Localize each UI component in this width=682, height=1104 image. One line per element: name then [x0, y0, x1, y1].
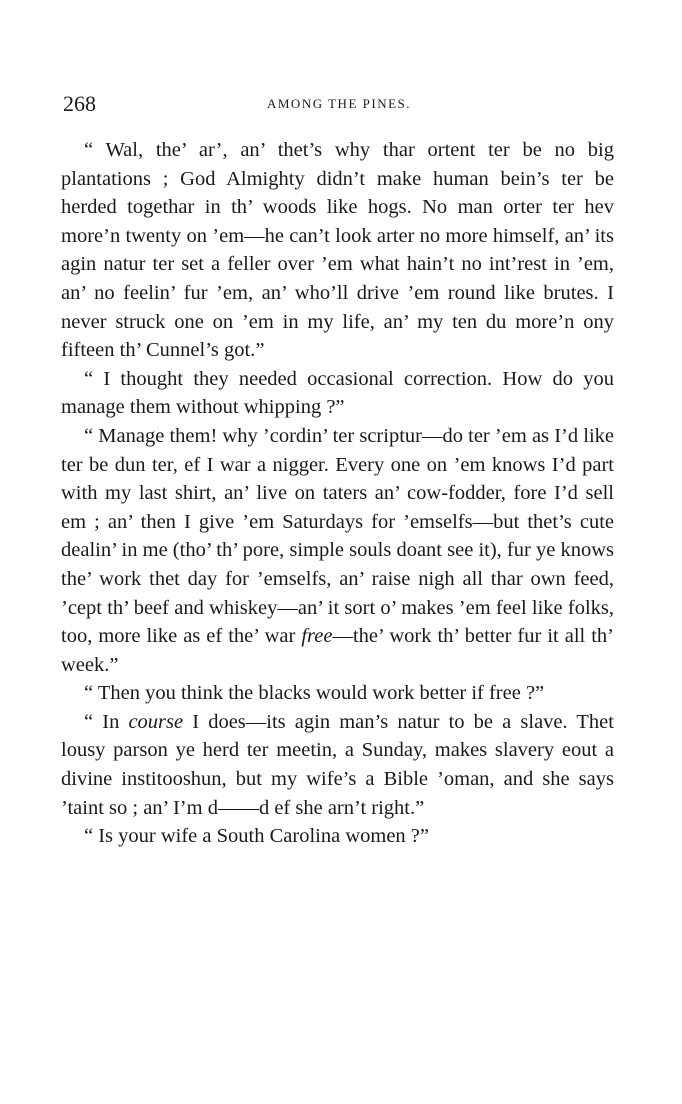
running-title: AMONG THE PINES.	[266, 96, 411, 111]
paragraph	[61, 708, 614, 822]
text-segment: —the’ work th’ better fur it all th’ week.”	[61, 625, 614, 676]
body-text	[61, 136, 614, 851]
text-segment: “ Manage them! why ’cordin’ ter scriptur—do ter ’em as I’d like ter be dun ter, ef I war a nigger. Every one on ’em knows I’d part with my last shirt, an’ live on taters an’ cow-fodder, fore I’d sell em ; an’ then I give ’em Saturdays for ’emselfs—but thet’s cute dealin’ in me (tho’ th’ pore, simple souls doant see it), fur ye knows the’ work thet day for ’emselfs, an’ raise nigh all thar own feed, ’cept th’ beef and whiskey—an’ it sort o’ makes ’em feel like folks, too, more like as ef the’ war	[61, 424, 614, 648]
text-segment: “ Wal, the’ ar’, an’ thet’s why thar ortent ter be no big plantations ; God Almighty didn’t make human bein’s ter be herded togethar in th’ woods like hogs. No man orter ter hev more’n twenty on ’em—he can’t look arter no more himself, an’ its agin natur ter set a feller over ’em what hain’t no int’rest in ’em, an’ no feelin’ fur ’em, an’ who’ll drive ’em round like brutes. I never struck one on ’em in my life, an’ my ten du more’n ony fifteen th’ Cunnel’s got.”	[61, 139, 614, 362]
text-segment: “ I thought they needed occasional correction. How do you manage them without whipping ?”	[61, 367, 614, 419]
text-segment: “ Then you think the blacks would work better if free ?”	[84, 682, 545, 705]
paragraph	[61, 422, 614, 679]
paragraph	[61, 365, 614, 422]
paragraph	[61, 136, 614, 365]
text-segment: I does—its agin man’s natur to be a slave. Thet lousy parson ye herd ter meetin, a Sunday, makes slavery eout a divine institooshun, but my wife’s a Bible ’oman, and she says ’taint so ; an’ I’m d——d ef she arn’t right.”	[61, 710, 614, 819]
paragraph	[61, 679, 614, 708]
text-segment: “ In	[84, 710, 129, 733]
text-segment: “ Is your wife a South Carolina women ?”	[84, 825, 429, 848]
paragraph	[61, 822, 614, 851]
italic-word: free	[301, 625, 333, 648]
page-number: 268	[63, 91, 96, 116]
page-header	[63, 90, 615, 118]
italic-word: course	[128, 710, 184, 733]
